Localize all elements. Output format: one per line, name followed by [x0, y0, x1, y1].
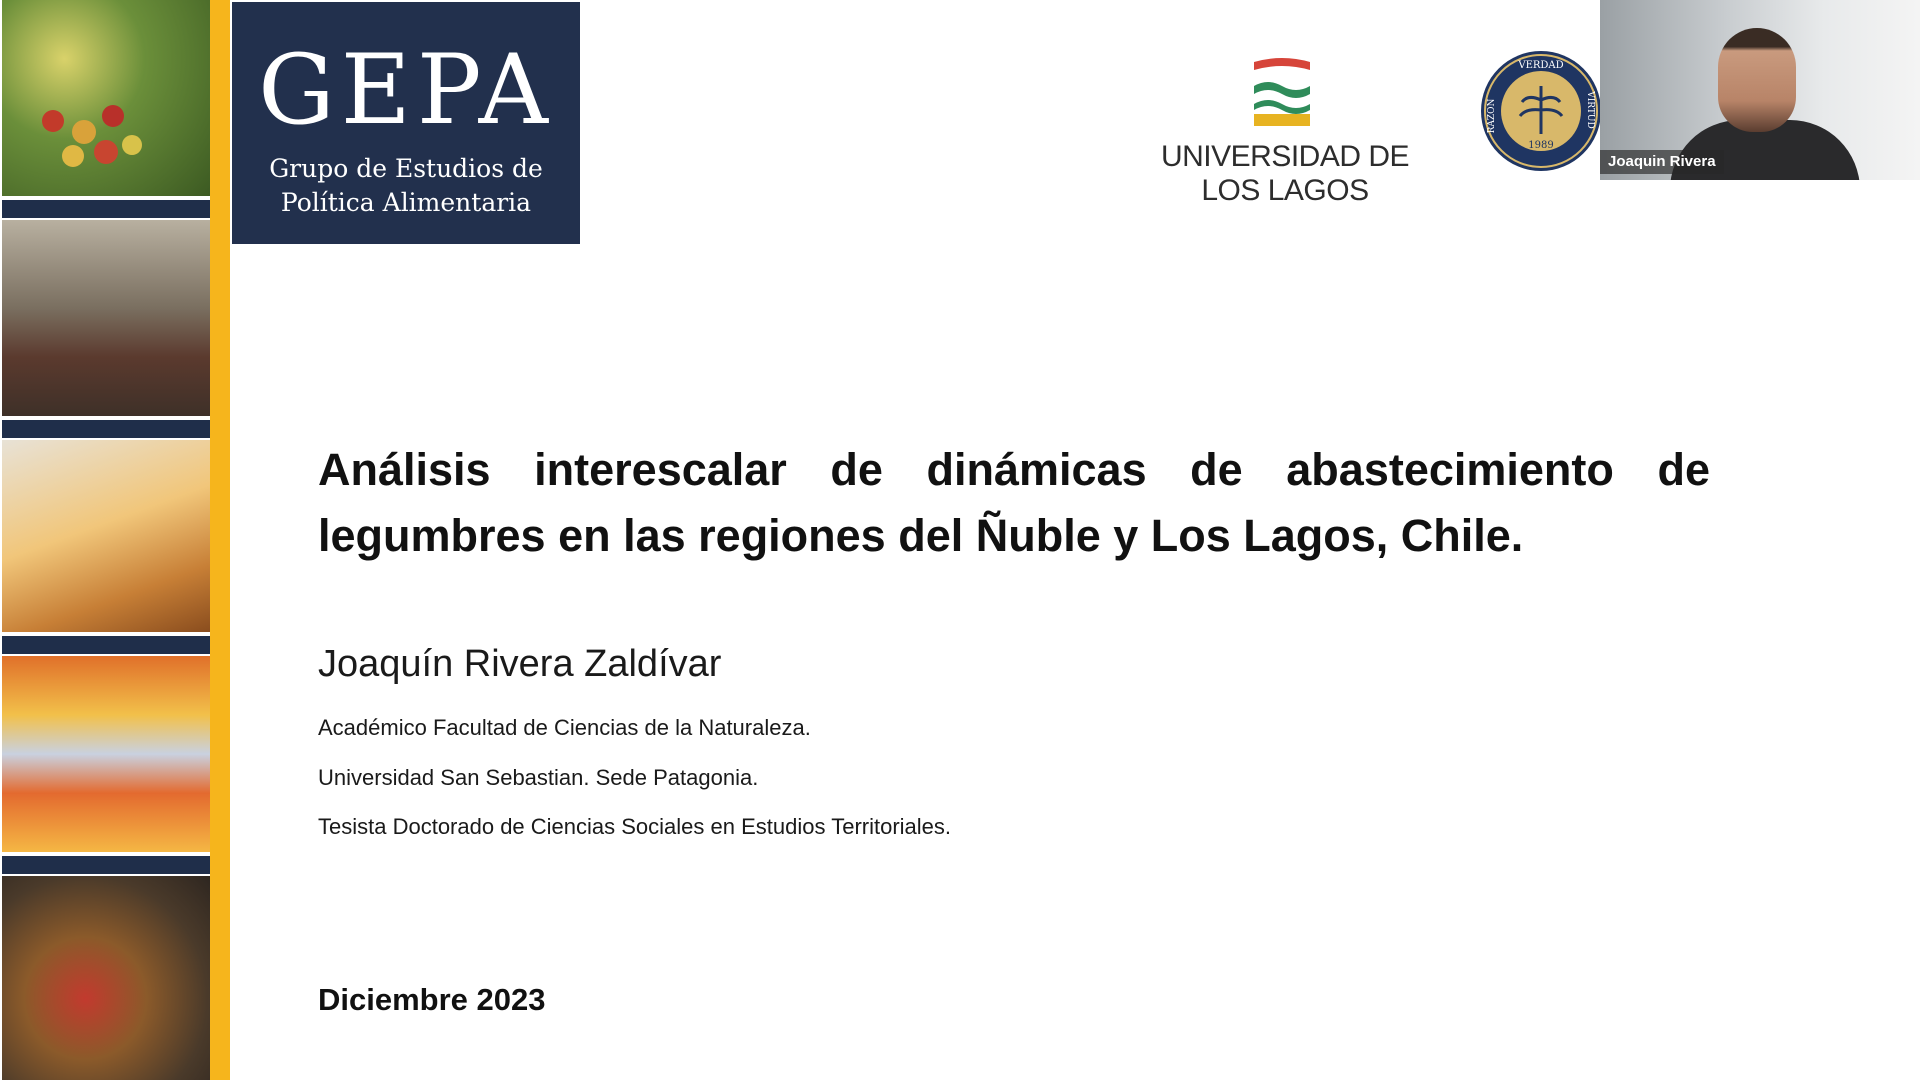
- gepa-subtitle-line-2: Política Alimentaria: [280, 188, 532, 217]
- strip-separator: [2, 200, 212, 218]
- affiliation-line: Universidad San Sebastian. Sede Patagonia.: [318, 765, 759, 790]
- participant-video-tile[interactable]: [1600, 0, 1920, 180]
- affiliation-line: Tesista Doctorado de Ciencias Sociales en Estudios Territoriales.: [318, 814, 952, 839]
- photo-apples: [2, 0, 210, 196]
- gepa-subtitle-line-1: Grupo de Estudios de: [269, 154, 543, 183]
- seal-text-right: VIRTUD: [1585, 91, 1595, 129]
- seal-year: 1989: [1528, 140, 1554, 151]
- strip-separator: [2, 420, 212, 438]
- presentation-date: Diciembre 2023: [318, 982, 546, 1017]
- photo-strip: [0, 0, 232, 1080]
- gepa-subtitle: [232, 152, 580, 220]
- author-name: Joaquín Rivera Zaldívar: [318, 643, 722, 685]
- university-seal-icon: [1480, 50, 1602, 172]
- gepa-title: GEPA: [258, 34, 554, 146]
- seal-text-top: VERDAD: [1518, 60, 1564, 71]
- ulagos-stripes-icon: [1252, 56, 1312, 126]
- slide-title: Análisis interescalar de dinámicas de abastecimiento de legumbres en las regiones del Ñuble y Los Lagos, Chile.: [318, 444, 1710, 561]
- affiliation-line: Académico Facultad de Ciencias de la Naturaleza.: [318, 715, 811, 740]
- participant-face: [1718, 28, 1796, 132]
- photo-snacks: [2, 656, 210, 852]
- participant-name-tag: Joaquin Rivera: [1600, 150, 1724, 174]
- photo-food-waste: [2, 876, 210, 1080]
- strip-separator: [2, 856, 212, 874]
- ulagos-name: UNIVERSIDAD DE LOS LAGOS: [1160, 140, 1410, 207]
- strip-separator: [2, 636, 212, 654]
- universidad-de-los-lagos-logo: [1130, 56, 1440, 207]
- gepa-logo: [232, 2, 580, 244]
- photo-market: [2, 220, 210, 416]
- photo-sandwich: [2, 440, 210, 632]
- accent-bar: [210, 0, 230, 1080]
- seal-text-left: RAZON: [1487, 98, 1497, 134]
